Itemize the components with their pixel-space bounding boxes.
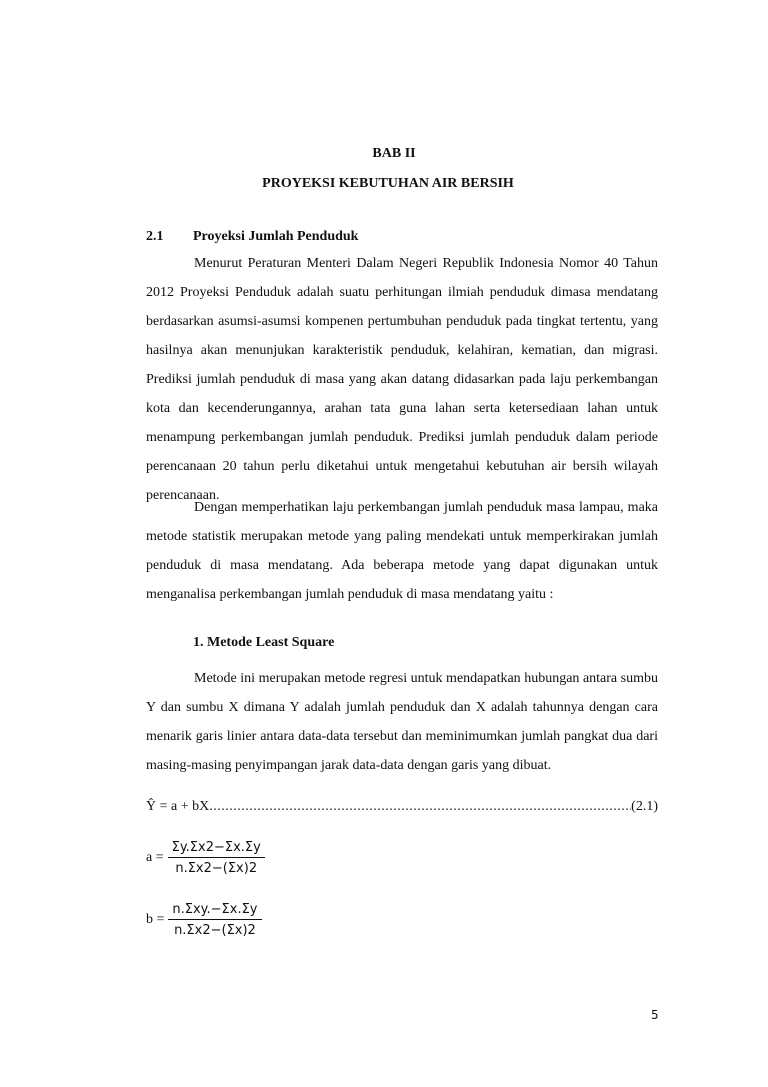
paragraph: Menurut Peraturan Menteri Dalam Negeri Republik Indonesia Nomor 40 Tahun 2012 Proyeksi Penduduk adalah suatu perhitungan ilmiah penduduk dimasa mendatang berdasarkan asumsi-asumsi kompenen pertumbuhan penduduk pada tingkat tertentu, yang hasilnya akan menunjukan karakteristik penduduk, kelahiran, kematian, dan migrasi. Prediksi jumlah penduduk di masa yang akan datang didasarkan pada laju perkembangan kota dan kecenderungannya, arahan tata guna lahan serta ketersediaan lahan untuk menampung perkembangan jumlah penduduk. Prediksi jumlah penduduk dalam periode perencanaan 20 tahun perlu diketahui untuk mengetahui kebutuhan air bersih wilayah perencanaan. [146,256,658,503]
chapter-title: PROYEKSI KEBUTUHAN AIR BERSIH [262,176,514,191]
formula-b [146,902,262,938]
formula-b-lhs: b = [146,912,165,927]
chapter-heading: BAB II [372,146,416,161]
page-number: 5 [651,1008,659,1022]
equation-leader-dots [209,799,631,815]
paragraph: Dengan memperhatikan laju perkembangan jumlah penduduk masa lampau, maka metode statistik merupakan metode yang paling mendekati untuk memperkirakan jumlah penduduk di masa mendatang. Ada beberapa metode yang dapat digunakan untuk menganalisa perkembangan jumlah penduduk di masa mendatang yaitu : [146,500,658,602]
formula-a-fraction [168,840,265,876]
section-title: Proyeksi Jumlah Penduduk [193,229,359,244]
formula-b-denominator: n.Σx2−(Σx)2 [174,923,256,938]
formula-b-fraction [168,902,261,938]
formula-a [146,840,265,876]
section-number: 2.1 [146,229,164,244]
equation-expression: Ŷ = a + bX [146,799,210,814]
formula-b-numerator: n.Σxy.−Σx.Σy [168,902,261,920]
formula-a-denominator: n.Σx2−(Σx)2 [175,861,258,876]
paragraph: Metode ini merupakan metode regresi untuk mendapatkan hubungan antara sumbu Y dan sumbu X dimana Y adalah jumlah penduduk dan X adalah tahunnya dengan cara menarik garis linier antara data-data tersebut dan meminimumkan jumlah pangkat dua dari masing-masing penyimpangan jarak data-data dengan garis yang dibuat. [146,671,658,773]
subsection-title: 1. Metode Least Square [193,635,335,650]
formula-a-numerator: Σy.Σx2−Σx.Σy [168,840,265,858]
formula-a-lhs: a = [146,850,164,865]
equation-number: (2.1) [631,799,658,814]
regression-equation [146,799,658,815]
